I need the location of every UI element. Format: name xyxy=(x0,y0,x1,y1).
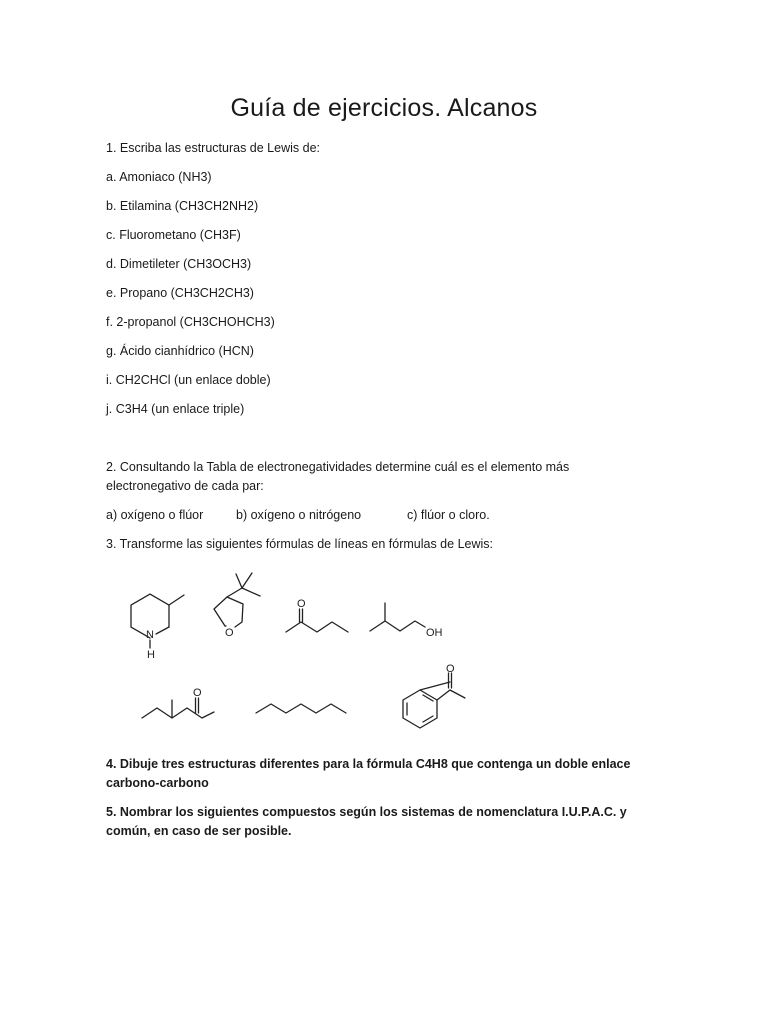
q1-item-b: b. Etilamina (CH3CH2NH2) xyxy=(106,199,259,213)
atom-label-o-ring: O xyxy=(225,627,234,639)
q1-item-i: i. CH2CHCl (un enlace doble) xyxy=(106,373,271,387)
q5-text: 5. Nombrar los siguientes compuestos según los sistemas de nomenclatura I.U.P.A.C. y común, en caso de ser posible. xyxy=(106,805,627,838)
q1-item-e: e. Propano (CH3CH2CH3) xyxy=(106,286,254,300)
benzene-ring xyxy=(403,690,437,728)
page-title: Guía de ejercicios. Alcanos xyxy=(230,94,538,122)
q1-item-f: f. 2-propanol (CH3CHOHCH3) xyxy=(106,315,275,329)
q2-pair-b: b) oxígeno o nitrógeno xyxy=(236,508,362,522)
q2-line-2: electronegativo de cada par: xyxy=(106,479,264,493)
atom-label-n: N xyxy=(146,629,154,641)
atom-label-h: H xyxy=(147,649,155,661)
q2-pair-c: c) flúor o cloro. xyxy=(407,508,490,522)
q4-text: 4. Dibuje tres estructuras diferentes para la fórmula C4H8 que contenga un doble enlace carbono-carbono xyxy=(106,757,631,790)
atom-label-o-1: O xyxy=(297,598,306,610)
q1-item-j: j. C3H4 (un enlace triple) xyxy=(106,402,245,416)
atom-label-o-3: O xyxy=(446,663,455,675)
benzene-double-bond xyxy=(423,695,433,701)
q2-line-1: 2. Consultando la Tabla de electronegatividades determine cuál es el elemento más xyxy=(106,460,570,474)
ring-to-carbonyl-bond xyxy=(437,690,450,700)
atom-label-oh: OH xyxy=(426,627,443,639)
q1-item-a: a. Amoniaco (NH3) xyxy=(106,170,212,184)
carbonyl-carbon-bond xyxy=(420,682,450,690)
q1-heading: 1. Escriba las estructuras de Lewis de: xyxy=(106,141,320,155)
q1-item-c: c. Fluorometano (CH3F) xyxy=(106,228,241,242)
q2-pair-a: a) oxígeno o flúor xyxy=(106,508,204,522)
q1-item-d: d. Dimetileter (CH3OCH3) xyxy=(106,257,252,271)
acetyl-methyl-bond xyxy=(450,690,465,698)
q3-heading: 3. Transforme las siguientes fórmulas de líneas en fórmulas de Lewis: xyxy=(106,537,493,551)
q1-item-g: g. Ácido cianhídrico (HCN) xyxy=(106,344,254,358)
atom-label-o-2: O xyxy=(193,687,202,699)
